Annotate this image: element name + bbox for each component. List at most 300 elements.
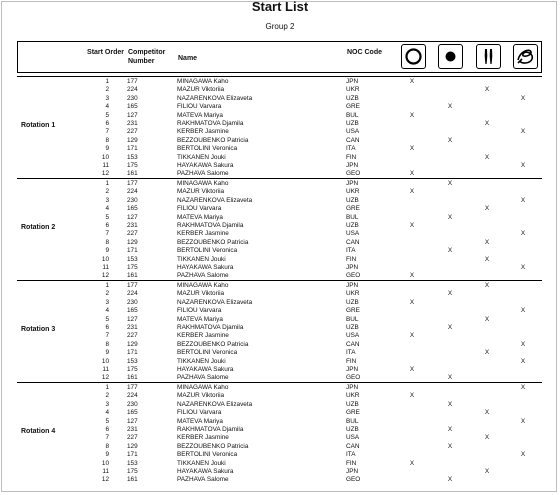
competitor-number-cell: 153 — [127, 357, 138, 365]
table-row — [17, 162, 542, 170]
competitor-number-cell: 171 — [127, 349, 138, 357]
competitor-number-cell: 227 — [127, 332, 138, 340]
noc-code-cell: BUL — [346, 315, 359, 323]
start-order-cell: 7 — [105, 434, 109, 442]
competitor-number-cell: 230 — [127, 298, 138, 306]
table-row — [17, 188, 542, 196]
competitor-name-cell: MATEVA Mariya — [177, 417, 223, 425]
competitor-name-cell: BERTOLINI Veronica — [177, 451, 238, 459]
start-order-cell: 8 — [105, 340, 109, 348]
apparatus-mark: X — [447, 476, 453, 484]
group-subtitle: Group 2 — [265, 22, 295, 31]
competitor-name-cell: BEZZOUBENKO Patricia — [177, 340, 249, 348]
table-row — [17, 366, 542, 374]
table-row — [17, 434, 542, 442]
noc-code-cell: UZB — [346, 120, 359, 127]
start-order-cell: 4 — [105, 307, 109, 315]
start-order-cell: 3 — [105, 94, 109, 102]
start-order-cell: 1 — [105, 180, 109, 187]
ribbon-icon — [513, 44, 538, 69]
apparatus-mark: X — [484, 315, 490, 323]
table-row — [17, 358, 542, 366]
apparatus-mark: X — [409, 111, 415, 119]
table-row — [17, 299, 542, 307]
noc-code-cell: GRE — [346, 103, 360, 111]
apparatus-mark: X — [447, 374, 453, 382]
competitor-number-cell: 127 — [127, 315, 138, 323]
competitor-name-cell: MAZUR Viktoriia — [177, 86, 225, 94]
noc-code-cell: GEO — [346, 476, 361, 484]
start-order-cell: 10 — [101, 357, 109, 365]
noc-code-cell: GRE — [346, 205, 360, 213]
noc-code-cell: GEO — [346, 272, 361, 280]
competitor-name-cell: BERTOLINI Veronica — [177, 145, 238, 153]
apparatus-mark: X — [447, 103, 453, 111]
start-order-cell: 11 — [102, 468, 109, 475]
noc-code-cell: FIN — [346, 255, 357, 263]
noc-code-cell: UKR — [346, 188, 360, 196]
apparatus-mark: X — [520, 162, 526, 169]
start-order-cell: 2 — [105, 290, 109, 298]
rotation-block — [17, 178, 542, 280]
noc-code-cell: UZB — [346, 298, 359, 306]
start-order-cell: 10 — [101, 153, 109, 161]
table-row — [17, 384, 542, 392]
competitor-name-cell: TIKKANEN Jouki — [177, 153, 226, 161]
rotation-label: Rotation 3 — [21, 326, 56, 333]
competitor-name-cell: KERBER Jasmine — [177, 332, 229, 340]
competitor-number-cell: 127 — [127, 213, 138, 221]
table-row — [17, 256, 542, 264]
competitor-number-header: Competitor Number — [128, 49, 166, 65]
competitor-name-cell: PAZHAVA Salome — [177, 272, 229, 280]
competitor-number-cell: 171 — [127, 451, 138, 459]
start-order-cell: 8 — [105, 136, 109, 144]
table-row — [17, 137, 542, 145]
apparatus-mark: X — [409, 145, 415, 153]
table-row — [17, 332, 542, 340]
table-row — [17, 316, 542, 324]
noc-code-cell: UZB — [346, 196, 359, 204]
competitor-name-cell: FILIOU Varvara — [177, 205, 222, 213]
rotation-block — [17, 280, 542, 382]
start-order-cell: 10 — [101, 459, 109, 467]
apparatus-mark: X — [520, 384, 526, 391]
noc-code-cell: USA — [346, 332, 360, 340]
start-order-cell: 11 — [102, 366, 109, 373]
start-order-cell: 9 — [105, 451, 109, 459]
noc-code-cell: UZB — [346, 324, 359, 331]
apparatus-mark: X — [484, 86, 490, 94]
noc-code-cell: JPN — [346, 282, 359, 289]
start-order-cell: 5 — [105, 417, 109, 425]
rotation-label: Rotation 2 — [21, 224, 56, 231]
apparatus-mark: X — [484, 153, 490, 161]
rotation-block — [17, 76, 542, 178]
start-order-cell: 4 — [105, 205, 109, 213]
competitor-name-cell: RAKHMATOVA Djamila — [177, 120, 244, 127]
competitor-number-cell: 129 — [127, 238, 138, 246]
page-title: Start List — [251, 0, 309, 14]
noc-code-cell: ITA — [346, 451, 356, 459]
competitor-number-cell: 224 — [127, 392, 138, 400]
start-order-cell: 12 — [101, 476, 109, 484]
noc-code-cell: CAN — [346, 238, 360, 246]
noc-code-cell: UZB — [346, 222, 359, 229]
noc-code-cell: UKR — [346, 290, 360, 298]
table-row — [17, 205, 542, 213]
competitor-name-cell: KERBER Jasmine — [177, 230, 229, 238]
table-row — [17, 290, 542, 298]
competitor-number-cell: 227 — [127, 230, 138, 238]
apparatus-mark: X — [409, 272, 415, 280]
apparatus-mark: X — [447, 213, 453, 221]
competitor-name-cell: RAKHMATOVA Djamila — [177, 222, 244, 229]
competitor-number-cell: 165 — [127, 103, 138, 111]
competitor-name-cell: RAKHMATOVA Djamila — [177, 426, 244, 433]
apparatus-mark: X — [447, 180, 453, 187]
table-row — [17, 120, 542, 128]
apparatus-mark: X — [520, 307, 526, 315]
noc-code-cell: USA — [346, 128, 360, 136]
noc-code-cell: UZB — [346, 426, 359, 433]
competitor-name-cell: MINAGAWA Kaho — [177, 180, 229, 187]
competitor-number-cell: 231 — [127, 426, 138, 433]
table-row — [17, 392, 542, 400]
competitor-number-cell: 230 — [127, 196, 138, 204]
apparatus-mark: X — [520, 94, 526, 102]
apparatus-mark: X — [484, 409, 490, 417]
start-order-cell: 1 — [105, 384, 109, 391]
competitor-name-cell: NAZARENKOVA Elizaveta — [177, 298, 253, 306]
noc-code-cell: USA — [346, 434, 360, 442]
table-row — [17, 222, 542, 230]
table-row — [17, 341, 542, 349]
table-row — [17, 78, 542, 86]
noc-code-cell: UKR — [346, 86, 360, 94]
start-order-cell: 2 — [105, 188, 109, 196]
apparatus-mark: X — [484, 120, 490, 127]
competitor-number-cell: 171 — [127, 247, 138, 255]
competitor-name-cell: FILIOU Varvara — [177, 103, 222, 111]
competitor-number-cell: 165 — [127, 409, 138, 417]
competitor-name-cell: KERBER Jasmine — [177, 434, 229, 442]
start-order-cell: 9 — [105, 145, 109, 153]
start-order-cell: 7 — [105, 128, 109, 136]
table-row — [17, 86, 542, 94]
noc-code-cell: GRE — [346, 307, 360, 315]
competitor-name-cell: PAZHAVA Salome — [177, 374, 229, 382]
noc-code-cell: ITA — [346, 349, 356, 357]
competitor-number-cell: 227 — [127, 128, 138, 136]
table-row — [17, 418, 542, 426]
ball-icon — [438, 44, 463, 69]
competitor-name-cell: BEZZOUBENKO Patricia — [177, 238, 249, 246]
start-order-cell: 8 — [105, 238, 109, 246]
table-row — [17, 95, 542, 103]
start-order-cell: 4 — [105, 409, 109, 417]
competitor-name-cell: NAZARENKOVA Elizaveta — [177, 94, 253, 102]
competitor-number-cell: 127 — [127, 111, 138, 119]
table-row — [17, 103, 542, 111]
apparatus-mark: X — [520, 264, 526, 271]
start-order-cell: 6 — [105, 324, 109, 331]
competitor-number-cell: 161 — [127, 170, 138, 178]
competitor-number-cell: 231 — [127, 222, 138, 229]
noc-code-cell: GEO — [346, 170, 361, 178]
noc-code-cell: GRE — [346, 409, 360, 417]
apparatus-mark: X — [520, 128, 526, 136]
noc-code-cell: JPN — [346, 366, 359, 373]
competitor-number-cell: 165 — [127, 205, 138, 213]
noc-code-cell: ITA — [346, 145, 356, 153]
start-order-cell: 3 — [105, 400, 109, 408]
table-row — [17, 264, 542, 272]
noc-code-cell: UKR — [346, 392, 360, 400]
start-order-cell: 8 — [105, 442, 109, 450]
noc-code-cell: FIN — [346, 153, 357, 161]
competitor-name-cell: BEZZOUBENKO Patricia — [177, 136, 249, 144]
noc-code-cell: JPN — [346, 180, 359, 187]
table-row — [17, 214, 542, 222]
competitor-number-cell: 161 — [127, 272, 138, 280]
competitor-name-cell: MATEVA Mariya — [177, 213, 223, 221]
start-order-cell: 12 — [101, 374, 109, 382]
start-order-header: Start Order — [87, 49, 124, 56]
rotation-block — [17, 382, 542, 484]
apparatus-mark: X — [447, 136, 453, 144]
noc-code-cell: BUL — [346, 417, 359, 425]
start-order-cell: 1 — [105, 78, 109, 85]
apparatus-mark: X — [520, 417, 526, 425]
apparatus-mark: X — [484, 282, 490, 289]
start-order-cell: 4 — [105, 103, 109, 111]
competitor-name-cell: TIKKANEN Jouki — [177, 255, 226, 263]
competitor-name-cell: MAZUR Viktoriia — [177, 392, 225, 400]
start-order-cell: 9 — [105, 349, 109, 357]
competitor-name-cell: BERTOLINI Veronica — [177, 247, 238, 255]
competitor-number-cell: 224 — [127, 290, 138, 298]
competitor-number-cell: 230 — [127, 94, 138, 102]
apparatus-mark: X — [484, 255, 490, 263]
rotation-label: Rotation 1 — [21, 122, 56, 129]
competitor-name-cell: MATEVA Mariya — [177, 111, 223, 119]
table-row — [17, 324, 542, 332]
apparatus-mark: X — [409, 170, 415, 178]
competitor-name-cell: FILIOU Varvara — [177, 409, 222, 417]
start-order-cell: 3 — [105, 298, 109, 306]
apparatus-mark: X — [409, 78, 415, 85]
start-order-cell: 11 — [102, 264, 109, 271]
competitor-name-cell: PAZHAVA Salome — [177, 170, 229, 178]
start-order-cell: 3 — [105, 196, 109, 204]
table-row — [17, 239, 542, 247]
competitor-number-cell: 231 — [127, 120, 138, 127]
apparatus-mark: X — [484, 434, 490, 442]
competitor-name-cell: HAYAKAWA Sakura — [177, 264, 234, 271]
apparatus-mark: X — [447, 426, 453, 433]
competitor-number-cell: 129 — [127, 340, 138, 348]
competitor-number-cell: 177 — [127, 384, 138, 391]
competitor-number-cell: 175 — [127, 366, 138, 373]
start-order-cell: 2 — [105, 392, 109, 400]
competitor-number-cell: 231 — [127, 324, 138, 331]
table-row — [17, 282, 542, 290]
competitor-number-cell: 177 — [127, 180, 138, 187]
table-row — [17, 197, 542, 205]
apparatus-mark: X — [447, 400, 453, 408]
competitor-name-cell: TIKKANEN Jouki — [177, 459, 226, 467]
competitor-name-cell: MATEVA Mariya — [177, 315, 223, 323]
rotation-label: Rotation 4 — [21, 428, 56, 435]
competitor-number-cell: 129 — [127, 136, 138, 144]
apparatus-mark: X — [447, 247, 453, 255]
noc-code-cell: ITA — [346, 247, 356, 255]
apparatus-mark: X — [520, 451, 526, 459]
noc-code-cell: BUL — [346, 111, 359, 119]
competitor-number-cell: 177 — [127, 282, 138, 289]
start-order-cell: 9 — [105, 247, 109, 255]
competitor-name-cell: MINAGAWA Kaho — [177, 282, 229, 289]
apparatus-mark: X — [447, 442, 453, 450]
table-row — [17, 145, 542, 153]
competitor-number-cell: 177 — [127, 78, 138, 85]
noc-code-cell: FIN — [346, 357, 357, 365]
noc-code-cell: FIN — [346, 459, 357, 467]
table-row — [17, 112, 542, 120]
competitor-number-cell: 161 — [127, 374, 138, 382]
table-row — [17, 247, 542, 255]
competitor-name-cell: MINAGAWA Kaho — [177, 384, 229, 391]
start-order-cell: 12 — [101, 272, 109, 280]
apparatus-mark: X — [484, 205, 490, 213]
competitor-number-cell: 153 — [127, 459, 138, 467]
competitor-name-cell: NAZARENKOVA Elizaveta — [177, 400, 253, 408]
apparatus-mark: X — [447, 290, 453, 298]
apparatus-mark: X — [484, 349, 490, 357]
apparatus-mark: X — [409, 366, 415, 373]
noc-code-cell: CAN — [346, 340, 360, 348]
table-row — [17, 460, 542, 468]
apparatus-mark: X — [409, 459, 415, 467]
noc-code-cell: CAN — [346, 442, 360, 450]
competitor-number-cell: 171 — [127, 145, 138, 153]
noc-code-cell: JPN — [346, 384, 359, 391]
apparatus-mark: X — [520, 196, 526, 204]
table-row — [17, 451, 542, 459]
table-row — [17, 468, 542, 476]
start-order-cell: 5 — [105, 111, 109, 119]
apparatus-mark: X — [409, 222, 415, 229]
noc-code-cell: JPN — [346, 468, 359, 475]
table-row — [17, 154, 542, 162]
apparatus-mark: X — [520, 230, 526, 238]
hoop-icon — [401, 44, 426, 69]
start-order-cell: 2 — [105, 86, 109, 94]
competitor-number-cell: 230 — [127, 400, 138, 408]
competitor-number-cell: 175 — [127, 468, 138, 475]
apparatus-mark: X — [520, 340, 526, 348]
noc-code-cell: USA — [346, 230, 360, 238]
competitor-number-cell: 129 — [127, 442, 138, 450]
noc-code-header: NOC Code — [347, 49, 382, 56]
competitor-name-cell: KERBER Jasmine — [177, 128, 229, 136]
start-order-cell: 5 — [105, 315, 109, 323]
noc-code-cell: UZB — [346, 400, 359, 408]
apparatus-mark: X — [520, 357, 526, 365]
start-order-cell: 5 — [105, 213, 109, 221]
start-order-cell: 6 — [105, 120, 109, 127]
table-row — [17, 409, 542, 417]
apparatus-mark: X — [409, 188, 415, 196]
noc-code-cell: JPN — [346, 162, 359, 169]
competitor-number-cell: 127 — [127, 417, 138, 425]
competitor-name-cell: MAZUR Viktoriia — [177, 188, 225, 196]
table-row — [17, 443, 542, 451]
table-row — [17, 230, 542, 238]
start-order-cell: 12 — [101, 170, 109, 178]
competitor-number-cell: 224 — [127, 86, 138, 94]
name-header: Name — [178, 55, 198, 62]
start-order-cell: 10 — [101, 255, 109, 263]
apparatus-mark: X — [484, 238, 490, 246]
table-row — [17, 128, 542, 136]
competitor-name-cell: HAYAKAWA Sakura — [177, 366, 234, 373]
apparatus-mark: X — [409, 298, 415, 306]
competitor-number-cell: 165 — [127, 307, 138, 315]
table-header — [17, 41, 542, 73]
noc-code-cell: GEO — [346, 374, 361, 382]
competitor-name-cell: MAZUR Viktoriia — [177, 290, 225, 298]
noc-code-cell: UZB — [346, 94, 359, 102]
competitor-name-cell: PAZHAVA Salome — [177, 476, 229, 484]
competitor-number-cell: 161 — [127, 476, 138, 484]
noc-code-cell: CAN — [346, 136, 360, 144]
table-row — [17, 476, 542, 484]
apparatus-mark: X — [484, 468, 490, 475]
apparatus-mark: X — [409, 392, 415, 400]
competitor-number-cell: 153 — [127, 255, 138, 263]
table-row — [17, 426, 542, 434]
competitor-number-cell: 175 — [127, 162, 138, 169]
competitor-name-cell: NAZARENKOVA Elizaveta — [177, 196, 253, 204]
competitor-name-cell: TIKKANEN Jouki — [177, 357, 226, 365]
noc-code-cell: JPN — [346, 264, 359, 271]
table-row — [17, 349, 542, 357]
competitor-number-cell: 153 — [127, 153, 138, 161]
start-order-cell: 11 — [102, 162, 109, 169]
start-order-cell: 6 — [105, 426, 109, 433]
competitor-name-cell: MINAGAWA Kaho — [177, 78, 229, 85]
table-row — [17, 401, 542, 409]
competitor-name-cell: BERTOLINI Veronica — [177, 349, 238, 357]
noc-code-cell: JPN — [346, 78, 359, 85]
table-row — [17, 307, 542, 315]
competitor-number-cell: 224 — [127, 188, 138, 196]
competitor-name-cell: FILIOU Varvara — [177, 307, 222, 315]
noc-code-cell: BUL — [346, 213, 359, 221]
competitor-name-cell: RAKHMATOVA Djamila — [177, 324, 244, 331]
clubs-icon — [476, 44, 501, 69]
competitor-number-cell: 175 — [127, 264, 138, 271]
competitor-number-cell: 227 — [127, 434, 138, 442]
start-order-cell: 6 — [105, 222, 109, 229]
start-order-cell: 7 — [105, 332, 109, 340]
apparatus-mark: X — [447, 324, 453, 331]
start-order-cell: 1 — [105, 282, 109, 289]
competitor-name-cell: BEZZOUBENKO Patricia — [177, 442, 249, 450]
apparatus-mark: X — [409, 332, 415, 340]
